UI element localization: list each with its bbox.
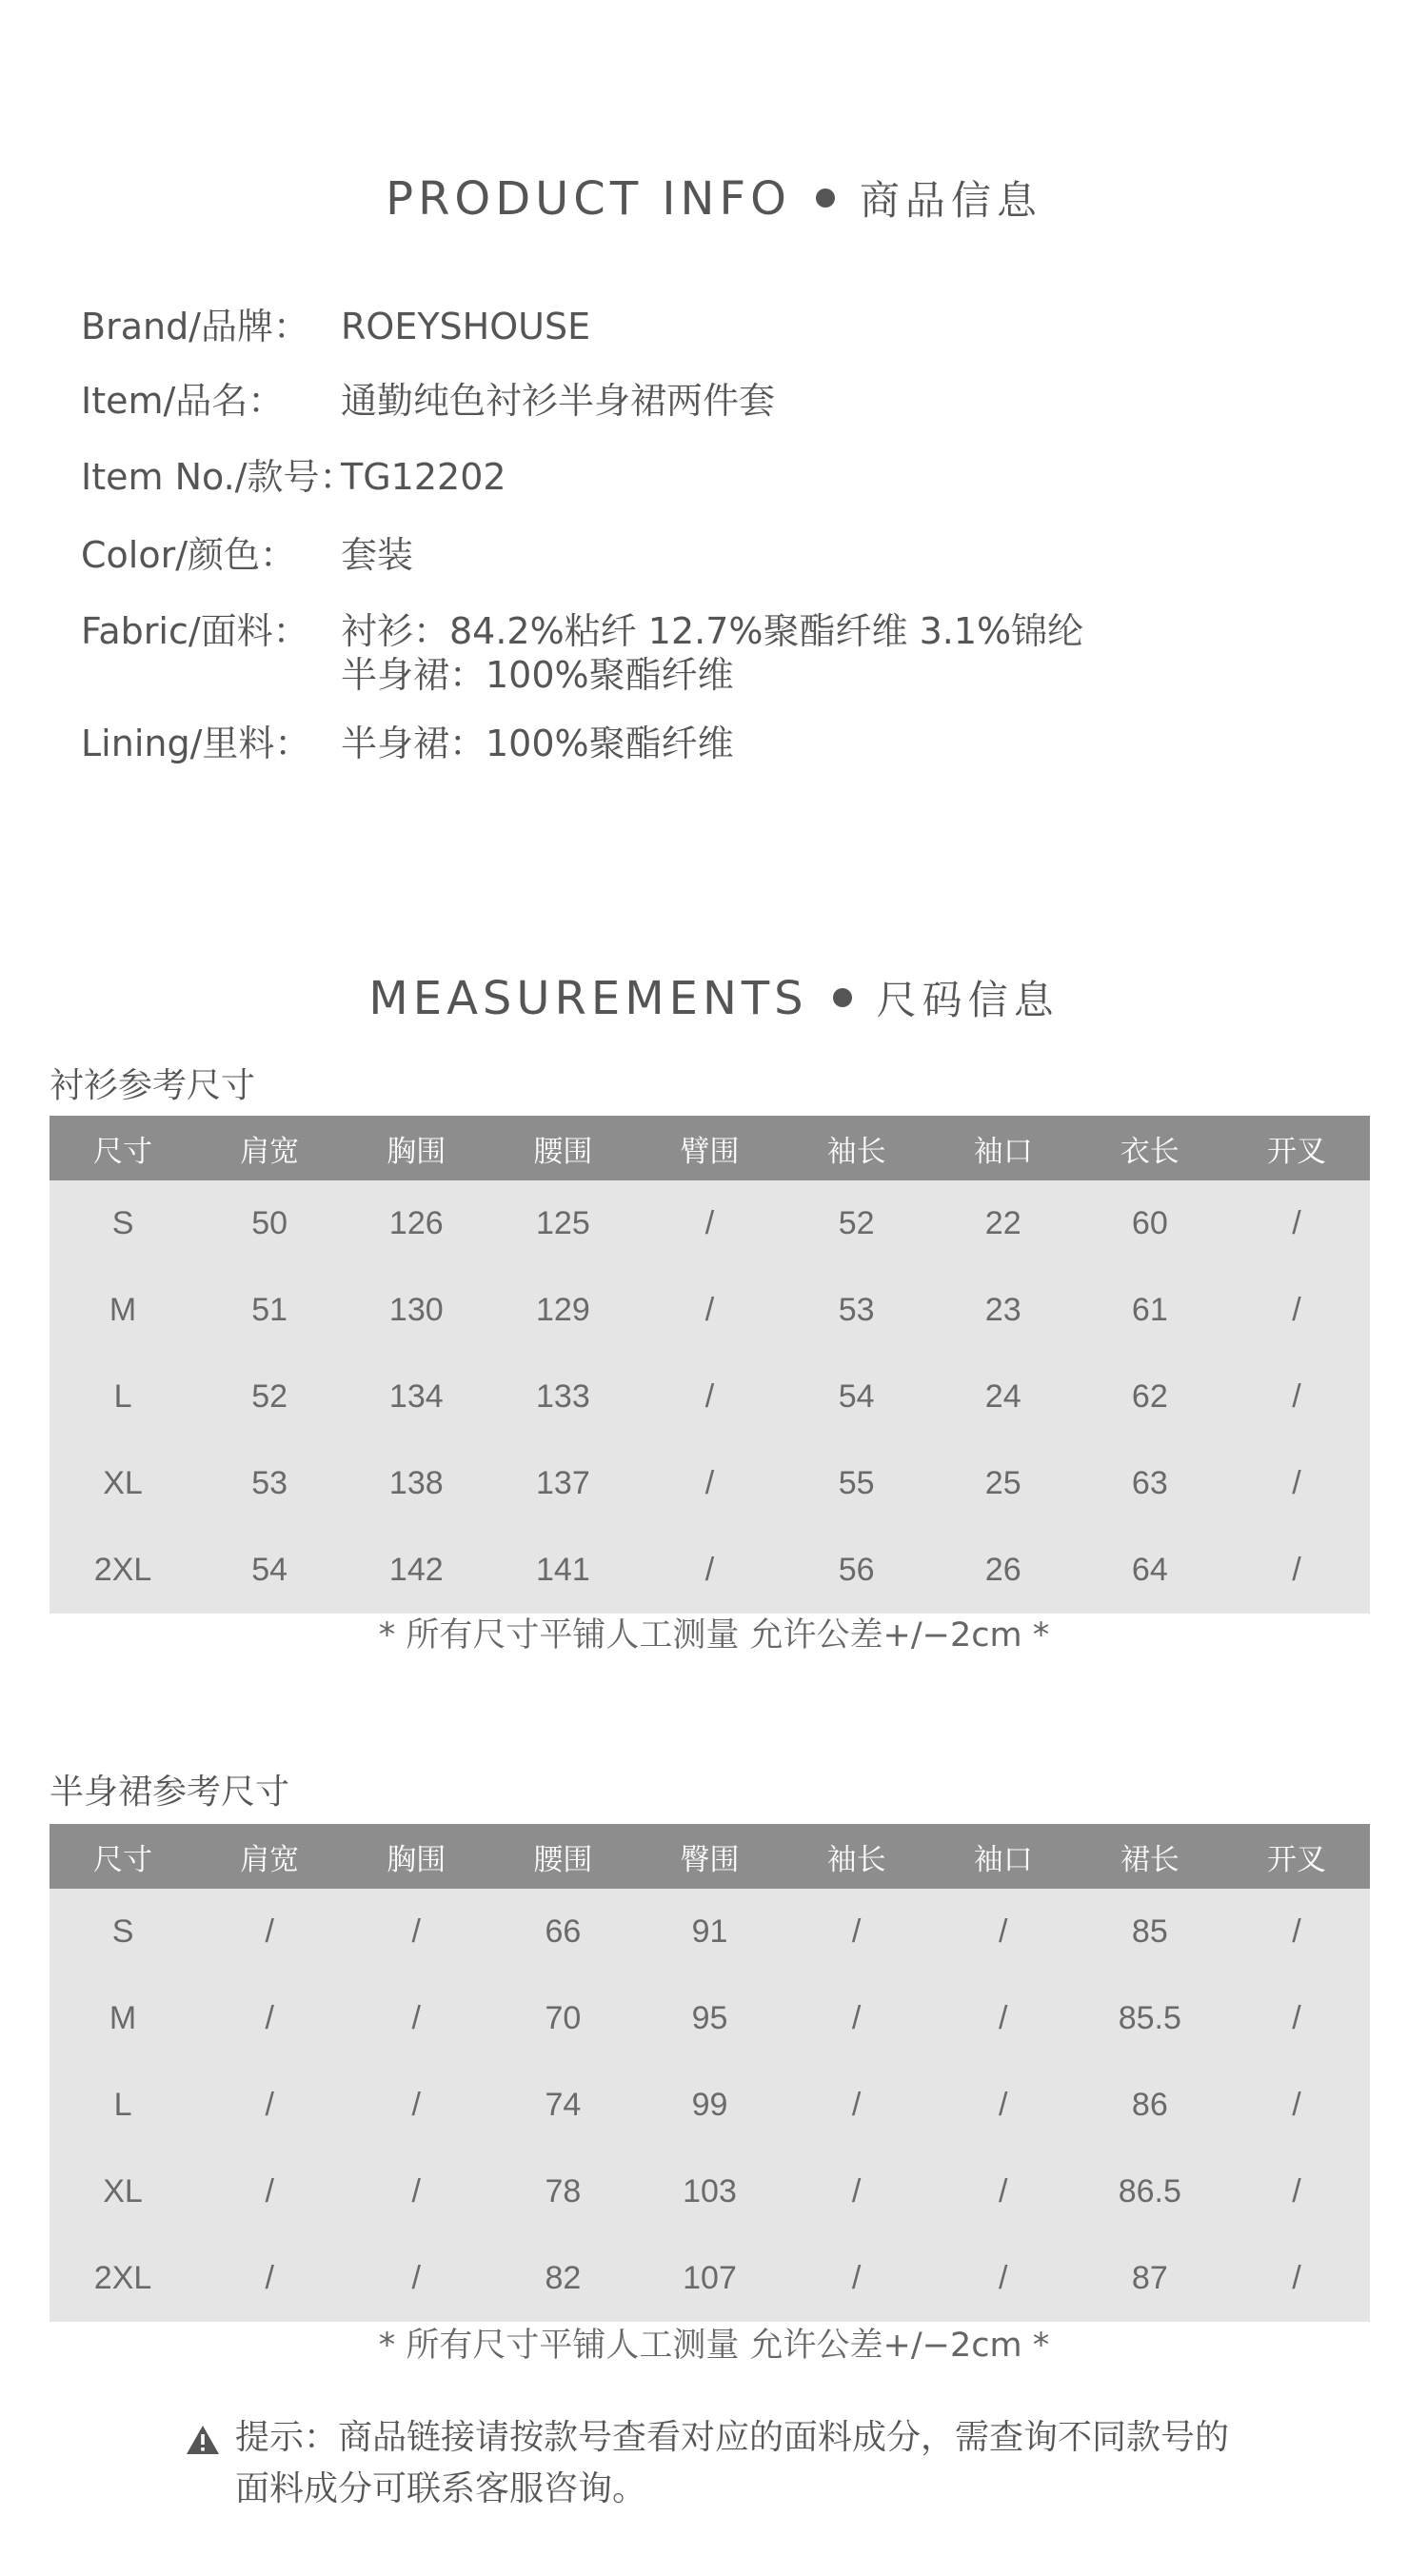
table-row	[50, 1180, 1370, 1267]
table-cell: 53	[196, 1440, 343, 1527]
table-cell: 99	[636, 2062, 783, 2149]
title-dot	[816, 188, 835, 208]
table-cell: 85	[1077, 1889, 1223, 1975]
table-cell: /	[1223, 1180, 1370, 1267]
table-cell: 86.5	[1077, 2149, 1223, 2235]
table-cell: 85.5	[1077, 1975, 1223, 2062]
skirt-measurement-note: * 所有尺寸平铺人工测量 允许公差+/−2cm *	[378, 2327, 1050, 2365]
table-cell: 52	[196, 1354, 343, 1440]
table-header-cell: 袖口	[930, 1116, 1077, 1180]
table-header-cell: 肩宽	[196, 1116, 343, 1180]
table-cell: /	[1223, 1267, 1370, 1354]
table-cell: /	[196, 1975, 343, 2062]
table-cell: 51	[196, 1267, 343, 1354]
table-row	[50, 1440, 1370, 1527]
table-cell: 142	[343, 1527, 489, 1614]
table-cell: 125	[489, 1180, 636, 1267]
table-cell: 91	[636, 1889, 783, 1975]
table-cell: 134	[343, 1354, 489, 1440]
table-cell: 2XL	[50, 2235, 196, 2322]
table-cell: 107	[636, 2235, 783, 2322]
table-cell: L	[50, 1354, 196, 1440]
table-header-cell: 尺寸	[50, 1824, 196, 1889]
info-value-line: 半身裙：100%聚酯纤维	[341, 654, 734, 696]
table-cell: /	[930, 2062, 1077, 2149]
table-header-cell: 尺寸	[50, 1116, 196, 1180]
table-header-cell: 臀围	[636, 1824, 783, 1889]
warning-icon	[186, 2425, 220, 2455]
table-row	[50, 1889, 1370, 1975]
info-label: Item No./款号：	[81, 456, 356, 498]
table-cell: 137	[489, 1440, 636, 1527]
table-cell: /	[930, 1975, 1077, 2062]
table-cell: 126	[343, 1180, 489, 1267]
table-cell: /	[1223, 1440, 1370, 1527]
table-cell: 2XL	[50, 1527, 196, 1614]
info-label: Lining/里料：	[81, 723, 311, 764]
table-cell: 129	[489, 1267, 636, 1354]
table-cell: 70	[489, 1975, 636, 2062]
table-header-cell: 肩宽	[196, 1824, 343, 1889]
info-label: Item/品名：	[81, 380, 285, 422]
info-label: Fabric/面料：	[81, 610, 309, 652]
table-cell: /	[1223, 2149, 1370, 2235]
table-header-row	[50, 1116, 1370, 1180]
table-cell: /	[1223, 1889, 1370, 1975]
info-label: Color/颜色：	[81, 534, 297, 576]
info-value	[341, 609, 1083, 697]
shirt-table-caption: 衬衫参考尺寸	[50, 1066, 256, 1105]
table-row	[50, 2149, 1370, 2235]
table-cell: /	[1223, 1527, 1370, 1614]
table-cell: /	[930, 2235, 1077, 2322]
table-cell: M	[50, 1267, 196, 1354]
table-cell: 86	[1077, 2062, 1223, 2149]
table-cell: 82	[489, 2235, 636, 2322]
table-cell: 63	[1077, 1440, 1223, 1527]
table-cell: 54	[783, 1354, 930, 1440]
table-cell: /	[783, 2062, 930, 2149]
table-header-row	[50, 1824, 1370, 1889]
table-header-cell: 臂围	[636, 1116, 783, 1180]
table-cell: /	[1223, 1975, 1370, 2062]
tip-text	[235, 2412, 1282, 2515]
table-cell: 130	[343, 1267, 489, 1354]
info-value: 通勤纯色衬衫半身裙两件套	[341, 380, 776, 422]
table-cell: /	[343, 2062, 489, 2149]
table-cell: 62	[1077, 1354, 1223, 1440]
measurements-title	[0, 969, 1428, 1026]
table-cell: 60	[1077, 1180, 1223, 1267]
table-cell: /	[196, 2149, 343, 2235]
table-cell: /	[930, 2149, 1077, 2235]
table-cell: /	[930, 1889, 1077, 1975]
table-cell: 53	[783, 1267, 930, 1354]
title-dot	[833, 988, 852, 1007]
measurements-title-cn: 尺码信息	[876, 977, 1060, 1023]
table-cell: 23	[930, 1267, 1077, 1354]
table-row	[50, 2235, 1370, 2322]
table-cell: 61	[1077, 1267, 1223, 1354]
table-cell: /	[636, 1354, 783, 1440]
table-cell: 54	[196, 1527, 343, 1614]
info-value: ROEYSHOUSE	[341, 306, 591, 347]
measurements-title-en: MEASUREMENTS	[368, 972, 808, 1025]
table-cell: 50	[196, 1180, 343, 1267]
table-cell: /	[783, 2235, 930, 2322]
table-cell: L	[50, 2062, 196, 2149]
table-header-cell: 袖长	[783, 1824, 930, 1889]
table-cell: /	[343, 1975, 489, 2062]
info-value: 半身裙：100%聚酯纤维	[341, 723, 734, 764]
info-value: 套装	[341, 534, 414, 576]
table-cell: /	[636, 1267, 783, 1354]
table-cell: /	[1223, 2235, 1370, 2322]
table-header-cell: 袖长	[783, 1116, 930, 1180]
table-cell: /	[343, 1889, 489, 1975]
table-header-cell: 胸围	[343, 1824, 489, 1889]
table-cell: M	[50, 1975, 196, 2062]
table-cell: /	[343, 2149, 489, 2235]
table-cell: 55	[783, 1440, 930, 1527]
table-cell: /	[196, 2235, 343, 2322]
table-header-cell: 开叉	[1223, 1116, 1370, 1180]
table-cell: 141	[489, 1527, 636, 1614]
table-header-cell: 胸围	[343, 1116, 489, 1180]
product-info-title-en: PRODUCT INFO	[386, 172, 791, 226]
table-cell: /	[636, 1180, 783, 1267]
table-cell: 78	[489, 2149, 636, 2235]
table-cell: XL	[50, 1440, 196, 1527]
table-cell: 25	[930, 1440, 1077, 1527]
table-cell: XL	[50, 2149, 196, 2235]
table-row	[50, 1527, 1370, 1614]
info-label: Brand/品牌：	[81, 306, 309, 347]
table-cell: 138	[343, 1440, 489, 1527]
table-cell: 64	[1077, 1527, 1223, 1614]
table-header-cell: 开叉	[1223, 1824, 1370, 1889]
table-row	[50, 1354, 1370, 1440]
tip-line: 提示：商品链接请按款号查看对应的面料成分，需查询不同款号的	[235, 2418, 1230, 2457]
table-cell: /	[783, 1975, 930, 2062]
table-cell: 74	[489, 2062, 636, 2149]
shirt-measurement-note: * 所有尺寸平铺人工测量 允许公差+/−2cm *	[378, 1616, 1050, 1655]
shirt-size-table	[50, 1116, 1370, 1614]
table-cell: 26	[930, 1527, 1077, 1614]
table-cell: 24	[930, 1354, 1077, 1440]
table-header-cell: 腰围	[489, 1116, 636, 1180]
table-cell: /	[783, 1889, 930, 1975]
table-header-cell: 裙长	[1077, 1824, 1223, 1889]
table-row	[50, 2062, 1370, 2149]
table-cell: /	[343, 2235, 489, 2322]
table-cell: 95	[636, 1975, 783, 2062]
table-header-cell: 衣长	[1077, 1116, 1223, 1180]
skirt-table-caption: 半身裙参考尺寸	[50, 1773, 290, 1812]
table-cell: /	[1223, 2062, 1370, 2149]
table-cell: /	[196, 2062, 343, 2149]
table-cell: 87	[1077, 2235, 1223, 2322]
table-header-cell: 袖口	[930, 1824, 1077, 1889]
table-cell: /	[636, 1440, 783, 1527]
table-cell: /	[636, 1527, 783, 1614]
table-cell: 22	[930, 1180, 1077, 1267]
product-info-title	[0, 169, 1428, 227]
product-info-title-cn: 商品信息	[859, 177, 1042, 224]
skirt-size-table	[50, 1824, 1370, 2322]
table-row	[50, 1975, 1370, 2062]
table-cell: /	[783, 2149, 930, 2235]
info-value-line: 衬衫：84.2%粘纤 12.7%聚酯纤维 3.1%锦纶	[341, 610, 1084, 652]
table-cell: S	[50, 1889, 196, 1975]
table-cell: S	[50, 1180, 196, 1267]
info-value: TG12202	[341, 456, 506, 498]
table-cell: 66	[489, 1889, 636, 1975]
table-cell: 103	[636, 2149, 783, 2235]
table-cell: /	[196, 1889, 343, 1975]
table-cell: /	[1223, 1354, 1370, 1440]
table-cell: 133	[489, 1354, 636, 1440]
table-cell: 56	[783, 1527, 930, 1614]
table-cell: 52	[783, 1180, 930, 1267]
table-row	[50, 1267, 1370, 1354]
table-header-cell: 腰围	[489, 1824, 636, 1889]
tip-line: 面料成分可联系客服咨询。	[235, 2469, 647, 2508]
